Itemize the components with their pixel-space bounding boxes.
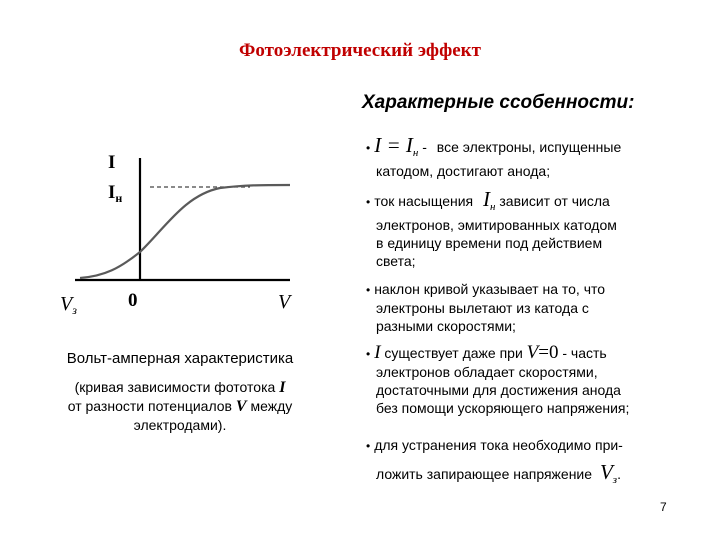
bullet-2: • ток насыщения $I_н$ зависит от числа электронов, эмитированных катодом в единицу времени под действием света; <box>366 187 617 269</box>
slide-subtitle: Характерные ссобенности: <box>362 92 635 113</box>
bullet-1: • $I = I_н$ - все электроны, испущенные катодом, достигают анода; <box>366 133 622 179</box>
x-label-vz: $V_з$ <box>60 293 77 317</box>
graph-caption-title: Вольт-амперная характеристика <box>66 350 294 367</box>
y-label-i: I <box>108 152 116 173</box>
iv-characteristic-graph <box>60 140 350 320</box>
bullet-5: • для устранения тока необходимо при- ложить запирающее напряжение $V_з$. <box>366 437 623 486</box>
x-label-zero: 0 <box>128 290 138 311</box>
slide-title: Фотоэлектрический эффект <box>239 40 481 61</box>
x-label-v: V <box>278 291 291 313</box>
y-label-isat: $I_н$ <box>108 182 123 205</box>
bullet-4: • I существует даже при V=0 - часть электронов обладает скоростями, достаточными для достижения анода без помощи ускоряющего напряжения; <box>366 342 630 416</box>
graph-caption-description: (кривая зависимости фототока I от разности потенциалов V между электродами). <box>67 379 293 433</box>
bullet-3: • наклон кривой указывает на то, что электроны вылетают из катода с разными скоростями; <box>366 281 606 334</box>
page-number: 7 <box>660 500 667 514</box>
